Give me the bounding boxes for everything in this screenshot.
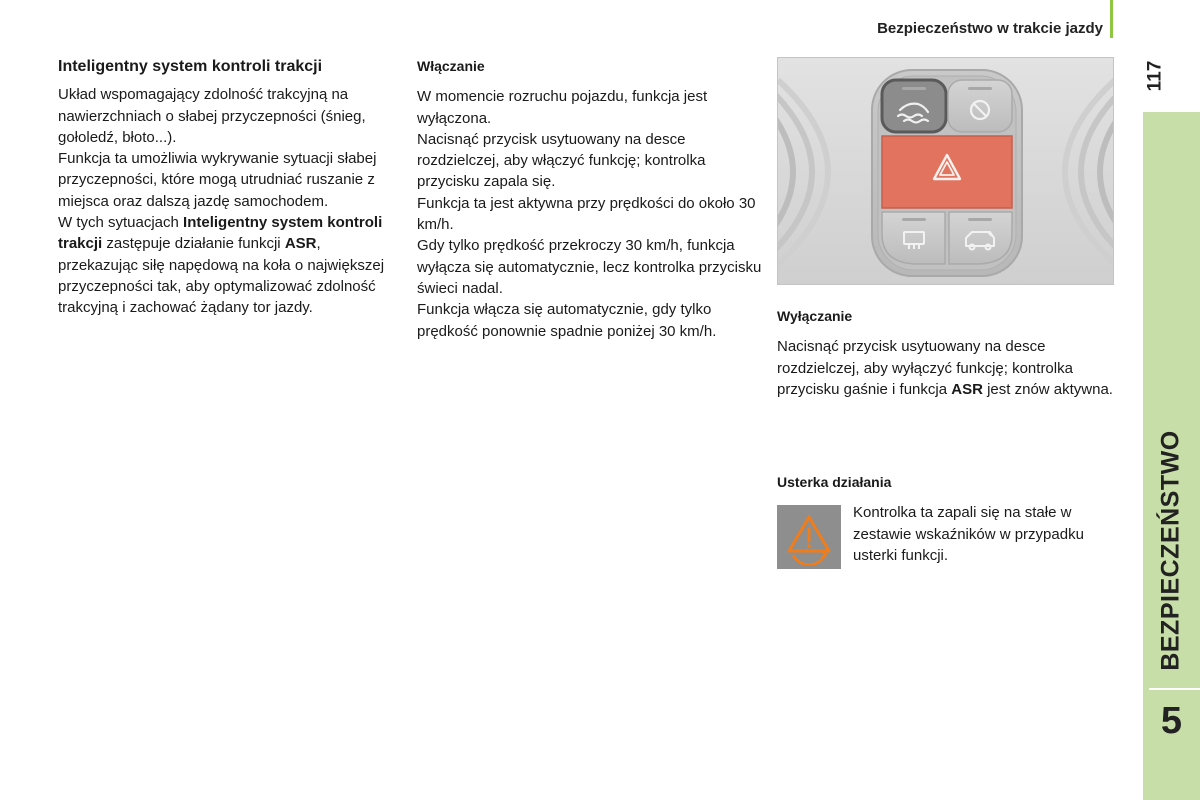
rear-defrost-button [882,212,945,264]
paragraph: Funkcja ta jest aktywna przy prędkości do około 30 km/h. [417,194,756,234]
malfunction-row [777,502,1122,569]
section-switching-off [777,306,1122,400]
chapter-number: 5 [1160,700,1183,742]
paragraph: W momencie rozruchu pojazdu, funkcja jest wyłączona. [417,88,708,127]
paragraph: Funkcja ta umożliwia wykrywanie sytuacji słabej przyczepności, które mogą utrudniać ruszanie z miejsca oraz dalszą jazdę samochodem. [58,150,377,210]
section-switching-on [417,56,762,342]
section-intelligent-traction [58,56,388,319]
dashboard-buttons-figure [777,57,1114,285]
section-title: Włączanie [417,58,485,74]
section-title: Inteligentny system kontroli trakcji [58,58,323,75]
paragraph: Kontrolka ta zapali się na stałe w zestawie wskaźników w przypadku usterki funkcji. [853,504,1084,564]
traction-fault-warning-icon [777,505,841,569]
dashboard-illustration [778,58,1114,285]
term-asr: ASR [284,235,317,253]
section-title: Usterka działania [777,474,892,490]
running-header: Bezpieczeństwo w trakcie jazdy [877,20,1103,37]
paragraph: Nacisnąć przycisk usytuowany na desce rozdzielczej, aby wyłączyć funkcję; kontrolka przycisku gaśnie i funkcja ASR jest znów aktywna. [777,338,1113,398]
paragraph: Nacisnąć przycisk usytuowany na desce rozdzielczej, aby włączyć funkcję; kontrolka przycisku zapala się. [417,130,706,191]
hazard-warning-button [882,136,1012,208]
paragraph: W tych sytuacjach Inteligentny system kontroli trakcji zastępuje działanie funkcji ASR, przekazując siłę napędową na koła o największej przyczepności tak, aby optymalizować zdolność trakcyjną i zachować żądany tor jazdy. [58,214,385,317]
chapter-tab-divider [1149,688,1200,690]
term-bold: Inteligentny system kontroli trakcji [58,214,383,253]
chapter-label: BEZPIECZEŃSTWO [1156,430,1185,671]
section-title: Wyłączanie [777,308,853,324]
term-asr: ASR [951,380,983,398]
traction-control-button [882,80,946,132]
header-rule [1110,0,1113,38]
vehicle-button [949,212,1012,264]
page-number: 117 [1144,60,1165,92]
paragraph: Gdy tylko prędkość przekroczy 30 km/h, funkcja wyłącza się automatycznie, lecz kontrolka przycisku świeci nadal. [417,237,762,297]
section-malfunction [777,472,1122,569]
paragraph: Funkcja włącza się automatycznie, gdy tylko prędkość ponownie spadnie poniżej 30 km/h. [417,301,717,340]
paragraph: Układ wspomagający zdolność trakcyjną na nawierzchniach o słabej przyczepności (śnieg, gołoledź, błoto...). [58,86,366,146]
esp-off-button [948,80,1012,132]
